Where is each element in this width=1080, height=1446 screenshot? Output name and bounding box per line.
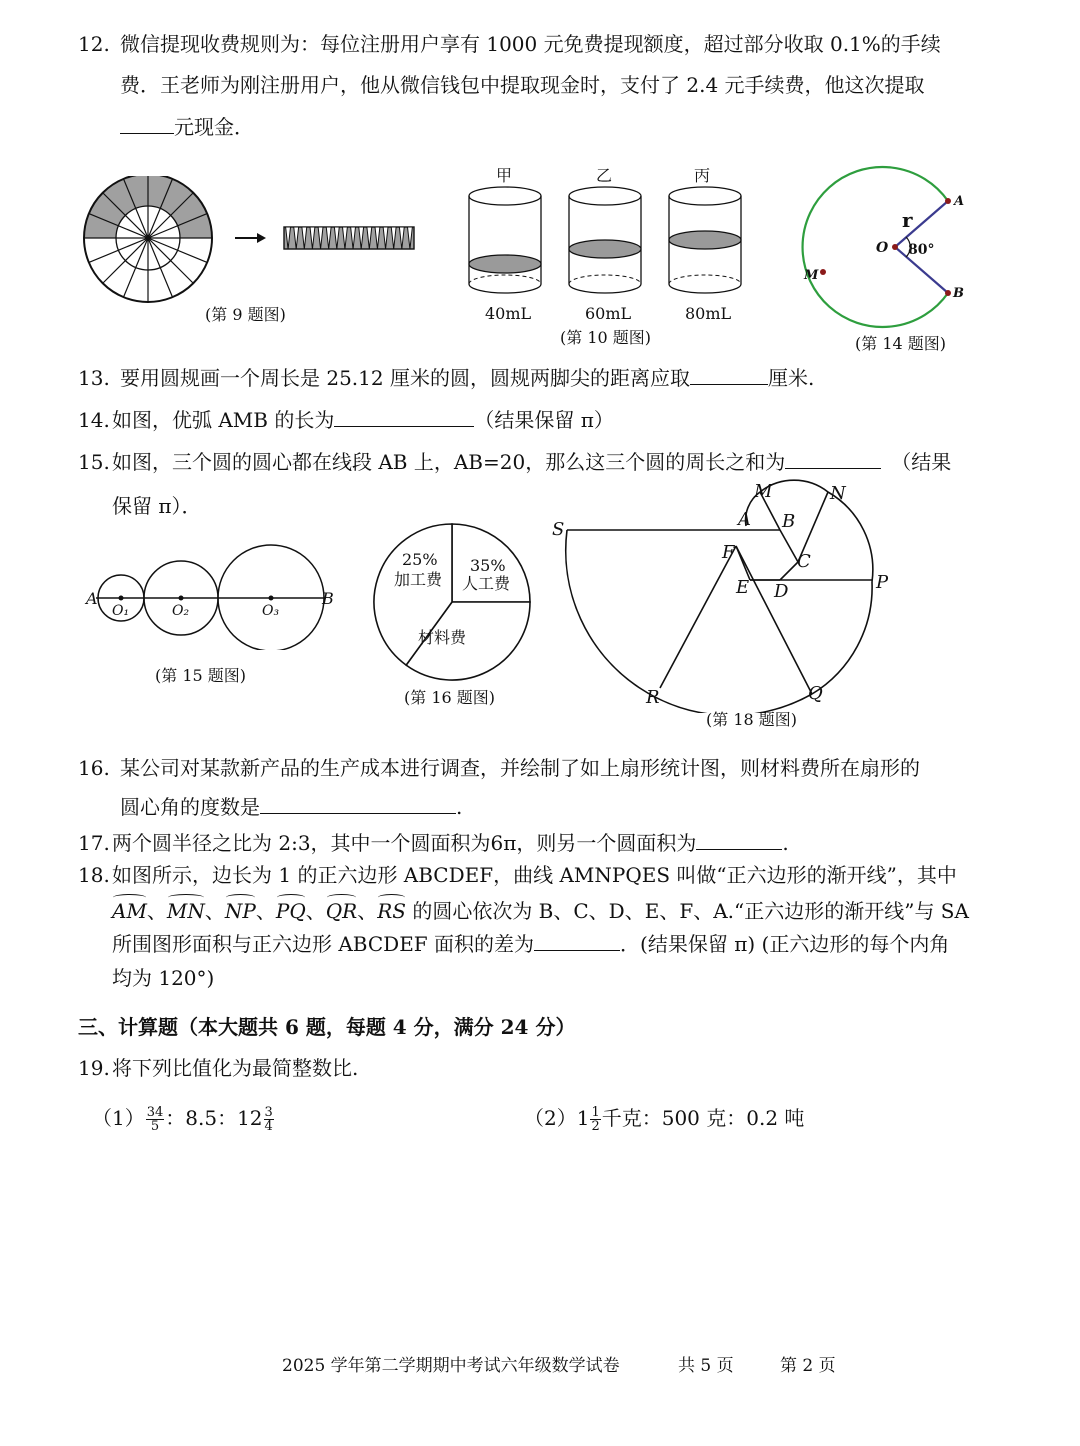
fig10-caption: (第 10 题图): [560, 328, 652, 347]
q18-line3: [112, 930, 949, 958]
q14-text: 如图，优弧 AMB 的长为: [112, 408, 335, 432]
section-3-title: 三、计算题（本大题共 6 题，每题 4 分，满分 24 分）: [78, 1015, 576, 1039]
q18-text: 所围图形面积与正六边形 ABCDEF 面积的差为: [112, 932, 535, 956]
fig14-caption: (第 14 题图): [855, 334, 947, 353]
fig18-label-P: P: [876, 572, 889, 593]
q16-text: 圆心角的度数是: [120, 795, 260, 819]
q18-answer-blank[interactable]: [534, 930, 620, 951]
fig10-volume-yi: 60mL: [585, 304, 632, 323]
fig16-slice-1-percent: 25%: [402, 550, 438, 569]
q17-line: [112, 829, 789, 857]
fig10-cylinder-yi: [569, 187, 641, 293]
fig18-label-B: B: [782, 511, 796, 532]
fig16-slice-2-percent: 35%: [470, 556, 506, 575]
fig15-three-circles-diagram: [86, 540, 336, 650]
q18-arc-RS: RS: [377, 899, 406, 923]
fig9-wheel-diagram: [78, 176, 418, 306]
q13-number: 13.: [78, 366, 110, 390]
q17-answer-blank[interactable]: [696, 829, 782, 850]
q17-text: 两个圆半径之比为 2:3，其中一个圆面积为6π，则另一个圆面积为: [112, 831, 697, 855]
q14-note: （结果保留 π）: [474, 408, 614, 432]
q13-line: [120, 364, 814, 392]
fig18-label-C: C: [797, 551, 811, 572]
fig10-label-jia: 甲: [496, 166, 513, 185]
q19-part2-label: （2）1: [524, 1106, 590, 1130]
fig18-label-D: D: [774, 581, 789, 602]
q18-line2-text: 的圆心依次为 B、C、D、E、F、A.“正六边形的渐开线”与 SA: [412, 899, 969, 923]
fig10-cylinder-jia: [469, 187, 541, 293]
fig10-volume-bing: 80mL: [685, 304, 732, 323]
footer-page-number: 第 2 页: [780, 1356, 836, 1376]
q19-part2: [524, 1098, 804, 1138]
fig18-label-N: N: [830, 483, 846, 504]
q18-line4: 均为 120°): [112, 966, 215, 990]
q15-note: （结果: [891, 450, 952, 474]
q18-arc-AM: AM: [112, 899, 147, 923]
q19-part1: [92, 1098, 275, 1138]
fig15-label-B: B: [322, 589, 334, 608]
fig10-label-yi: 乙: [596, 166, 613, 185]
fig18-label-S: S: [552, 519, 565, 540]
q19-part1-fraction: $\frac{34}{5}$: [146, 1105, 164, 1134]
q19-number: 19.: [78, 1056, 110, 1080]
q18-arc-QR: QR: [325, 899, 358, 923]
fig18-label-A: A: [738, 509, 751, 530]
fig14-label-M: M: [804, 268, 819, 283]
fig16-slice-1-label: 加工费: [394, 570, 443, 589]
q19-text: 将下列比值化为最简整数比.: [112, 1056, 359, 1080]
footer-exam-title: 2025 学年第二学期期中考试六年级数学试卷: [282, 1356, 620, 1376]
fig16-pie-chart: [370, 520, 535, 685]
q18-line1: 如图所示，边长为 1 的正六边形 ABCDEF，曲线 AMNPQES 叫做“正六边形的渐开线”，其中: [112, 863, 957, 887]
fig10-label-bing: 丙: [694, 166, 711, 185]
fig18-label-M: M: [754, 481, 773, 502]
fig14-label-B: B: [953, 286, 964, 301]
q12-line3-text: 元现金．: [174, 115, 254, 139]
q16-answer-blank[interactable]: [260, 793, 456, 814]
q15-line2: 保留 π）．: [112, 494, 202, 518]
fig18-arc-NP: [828, 492, 873, 582]
fig14-label-A: A: [954, 194, 965, 209]
q18-arc-MN: MN: [166, 899, 205, 923]
fig16-slice-3-label: 材料费: [418, 628, 467, 647]
fig10-volume-jia: 40mL: [485, 304, 532, 323]
q16-number: 16.: [78, 756, 110, 780]
fig18-caption: (第 18 题图): [706, 710, 798, 729]
q13-text: 要用圆规画一个周长是 25.12 厘米的圆，圆规两脚尖的距离应取: [120, 366, 690, 390]
fig9-caption: (第 9 题图): [205, 305, 286, 324]
q19-part1-ratio: ：8.5：12: [165, 1106, 263, 1130]
q13-unit: 厘米.: [767, 366, 815, 390]
q14-answer-blank[interactable]: [334, 406, 474, 427]
fig15-label-A: A: [86, 589, 98, 608]
q12-line1: 微信提现收费规则为：每位注册用户享有 1000 元免费提现额度，超过部分收取 0.1%的手续: [120, 32, 941, 56]
q18-line2: AM、MN、NP、PQ、QR、RS 的圆心依次为 B、C、D、E、F、A.“正六边形的渐开线”与 SA: [112, 899, 969, 923]
fig18-label-Q: Q: [808, 683, 823, 704]
q18-arc-NP: NP: [224, 899, 256, 923]
footer-total-pages: 共 5 页: [678, 1356, 734, 1376]
q16-period: .: [456, 795, 463, 819]
q12-number: 12.: [78, 32, 110, 56]
q18-note: ．(结果保留 π) (正六边形的每个内角: [620, 932, 950, 956]
fig14-label-O: O: [876, 240, 889, 256]
fig15-label-O3: O₃: [262, 603, 280, 619]
q15-answer-blank[interactable]: [785, 448, 881, 469]
q16-line2: [120, 793, 462, 821]
fig14-label-r: r: [902, 208, 913, 232]
fig18-label-E: E: [736, 577, 750, 598]
q15-number: 15.: [78, 450, 110, 474]
q19-part1-label: （1）: [92, 1106, 145, 1130]
q12-line2: 费．王老师为刚注册用户，他从微信钱包中提取现金时，支付了 2.4 元手续费，他这次提取: [120, 73, 925, 97]
q15-line1: [112, 448, 951, 476]
fig16-slice-2-label: 人工费: [462, 574, 511, 593]
q18-arc-PQ: PQ: [275, 899, 306, 923]
fig9-arrow: [235, 233, 266, 243]
q17-period: .: [782, 831, 789, 855]
fig16-caption: (第 16 题图): [404, 688, 496, 707]
q15-text: 如图，三个圆的圆心都在线段 AB 上，AB=20，那么这三个圆的周长之和为: [112, 450, 786, 474]
fig14-angle: 80°: [908, 242, 935, 258]
q18-number: 18.: [78, 863, 110, 887]
fig15-label-O2: O₂: [172, 603, 190, 619]
q19-part2-fraction: $\frac{1}{2}$: [591, 1105, 600, 1134]
fig10-cylinder-bing: [669, 187, 741, 293]
q14-number: 14.: [78, 408, 110, 432]
q17-number: 17.: [78, 831, 110, 855]
fig18-involute-diagram: [550, 478, 900, 713]
q12-line3: [120, 113, 254, 141]
q13-answer-blank[interactable]: [690, 364, 768, 385]
q12-answer-blank[interactable]: [120, 113, 174, 134]
fig15-label-O1: O₁: [112, 603, 130, 619]
fig18-label-F: F: [722, 542, 735, 563]
fig18-arc-PQ-QR: [812, 582, 872, 694]
q16-line1: 某公司对某款新产品的生产成本进行调查，并绘制了如上扇形统计图，则材料费所在扇形的: [120, 756, 920, 780]
q19-part2-ratio: 千克：500 克：0.2 吨: [601, 1106, 805, 1130]
fig15-caption: (第 15 题图): [155, 666, 247, 685]
fig9-strip: [284, 227, 414, 249]
q19-part1-mixed-fraction: $\frac{3}{4}$: [264, 1105, 273, 1134]
fig18-label-R: R: [646, 687, 660, 708]
q14-line: [112, 406, 614, 434]
